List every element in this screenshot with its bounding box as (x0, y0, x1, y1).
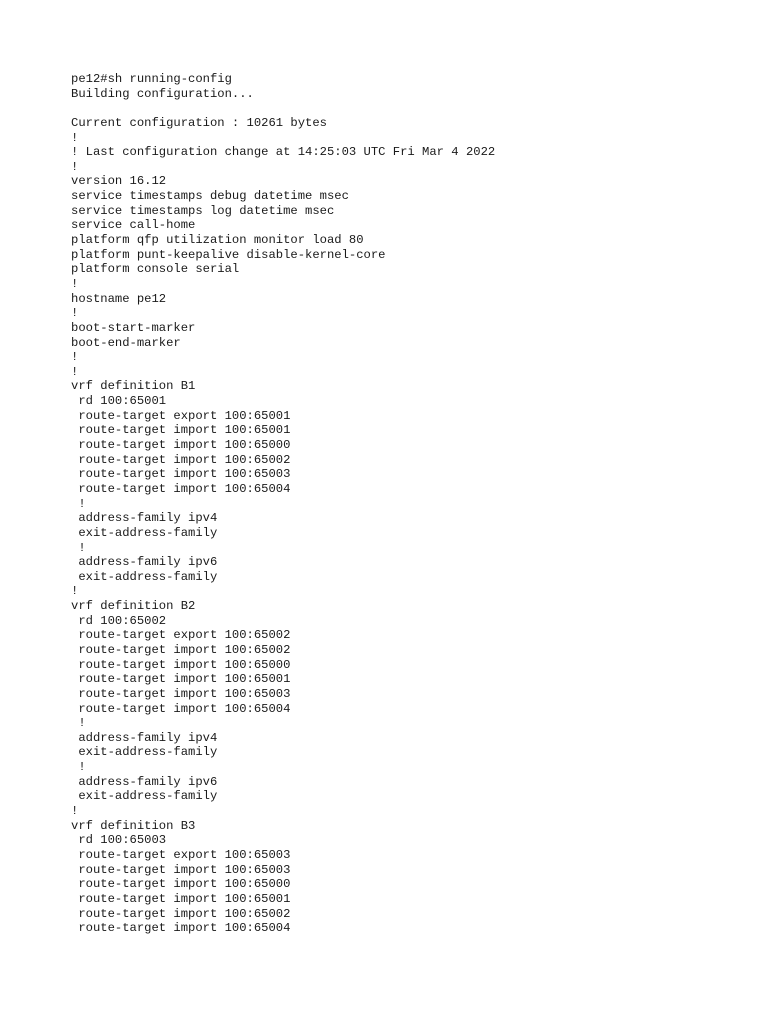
config-line: vrf definition B3 (71, 818, 196, 833)
config-line: Current configuration : 10261 bytes (71, 115, 327, 130)
config-line: route-target export 100:65003 (71, 847, 291, 862)
config-line: service call-home (71, 218, 196, 233)
config-line: route-target import 100:65001 (71, 423, 291, 438)
config-line: route-target import 100:65004 (71, 701, 291, 716)
running-config-output (71, 72, 495, 936)
config-line: ! (71, 540, 86, 555)
config-line: ! (71, 276, 79, 291)
config-line: platform qfp utilization monitor load 80 (71, 233, 364, 248)
config-line: ! (71, 804, 79, 819)
config-line: route-target import 100:65003 (71, 467, 291, 482)
config-line: ! (71, 760, 86, 775)
config-line: ! (71, 350, 79, 365)
config-line: route-target import 100:65004 (71, 921, 291, 936)
config-line: version 16.12 (71, 174, 167, 189)
config-line: boot-start-marker (71, 320, 196, 335)
config-line: boot-end-marker (71, 335, 181, 350)
config-line: exit-address-family (71, 789, 218, 804)
config-line: vrf definition B1 (71, 379, 196, 394)
config-line: route-target import 100:65002 (71, 906, 291, 921)
config-line: route-target import 100:65004 (71, 481, 291, 496)
config-line: route-target import 100:65001 (71, 672, 291, 687)
config-line: platform punt-keepalive disable-kernel-core (71, 247, 386, 262)
config-line: Building configuration... (71, 86, 254, 101)
config-line: rd 100:65002 (71, 613, 167, 628)
config-line: address-family ipv4 (71, 511, 218, 526)
config-line: exit-address-family (71, 569, 218, 584)
config-line: route-target import 100:65002 (71, 642, 291, 657)
config-line: route-target export 100:65001 (71, 408, 291, 423)
config-line: route-target import 100:65000 (71, 438, 291, 453)
config-line: hostname pe12 (71, 291, 167, 306)
config-line: ! (71, 364, 79, 379)
config-line: route-target import 100:65002 (71, 452, 291, 467)
config-line: route-target import 100:65003 (71, 862, 291, 877)
config-line: ! (71, 716, 86, 731)
config-line: service timestamps debug datetime msec (71, 189, 349, 204)
config-line: ! (71, 496, 86, 511)
config-line (71, 101, 495, 116)
config-line: route-target import 100:65000 (71, 877, 291, 892)
config-line: address-family ipv6 (71, 774, 218, 789)
config-line: route-target export 100:65002 (71, 628, 291, 643)
config-line: ! (71, 306, 79, 321)
config-line: ! Last configuration change at 14:25:03 UTC Fri Mar 4 2022 (71, 145, 496, 160)
config-line: ! (71, 159, 79, 174)
config-line: vrf definition B2 (71, 599, 196, 614)
config-line: platform console serial (71, 262, 240, 277)
config-line: ! (71, 584, 79, 599)
config-line: exit-address-family (71, 745, 218, 760)
config-line: rd 100:65001 (71, 394, 167, 409)
config-line: route-target import 100:65003 (71, 686, 291, 701)
config-line: ! (71, 130, 79, 145)
config-line: pe12#sh running-config (71, 72, 232, 86)
config-line: address-family ipv4 (71, 730, 218, 745)
config-line: address-family ipv6 (71, 555, 218, 570)
config-line: route-target import 100:65000 (71, 657, 291, 672)
config-line: rd 100:65003 (71, 833, 167, 848)
config-line: exit-address-family (71, 525, 218, 540)
config-line: route-target import 100:65001 (71, 891, 291, 906)
config-line: service timestamps log datetime msec (71, 203, 335, 218)
